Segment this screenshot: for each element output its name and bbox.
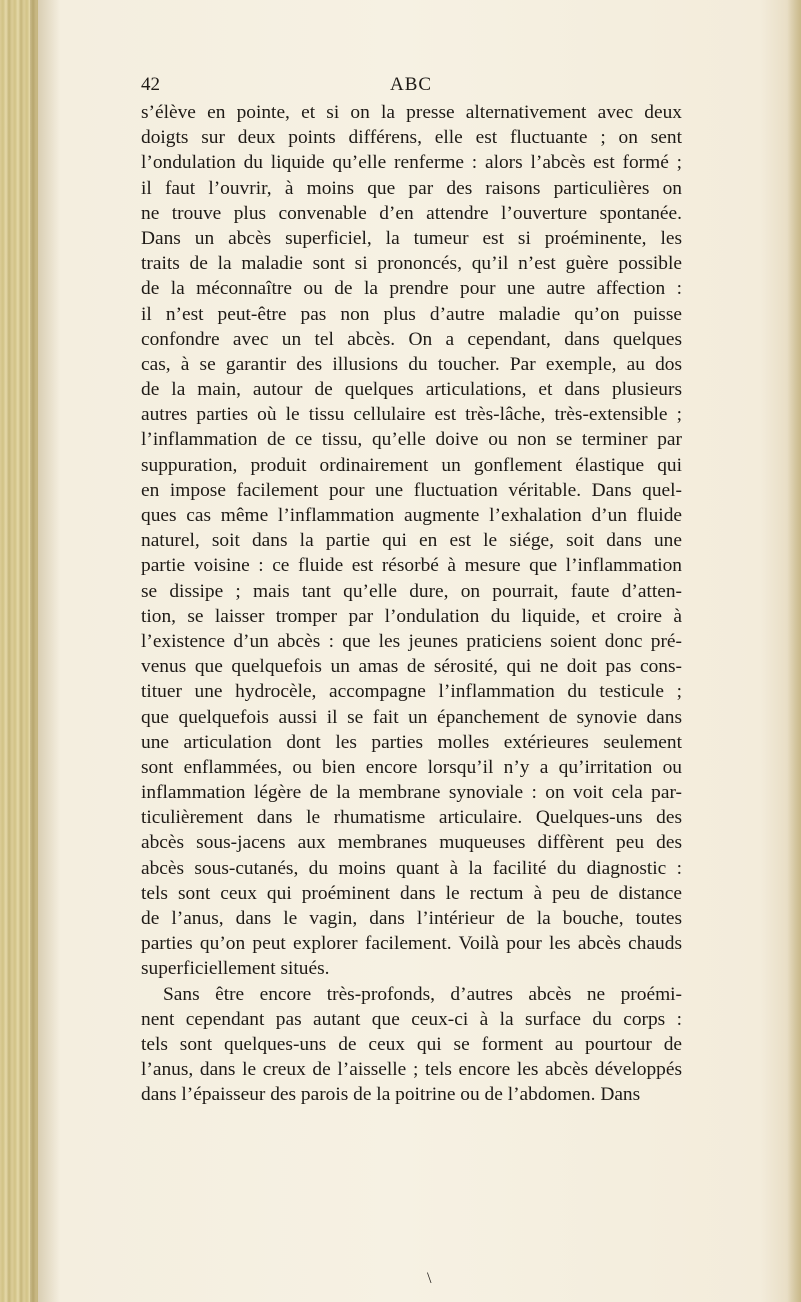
text-line: il n’est peut-être pas non plus d’autre maladie qu’on puisse [141, 303, 682, 325]
text-line: tion, se laisser tromper par l’ondulation du liquide, et croire à [141, 605, 682, 627]
text-line: de la main, autour de quelques articulations, et dans plusieurs [141, 379, 682, 401]
text-line: Sans être encore très-profonds, d’autres abcès ne proémi- [163, 983, 682, 1005]
text-line: il faut l’ouvrir, à moins que par des raisons particulières on [141, 177, 682, 199]
text-line: abcès sous-cutanés, du moins quant à la facilité du diagnostic : [141, 857, 682, 879]
text-line: tels sont ceux qui proéminent dans le rectum à peu de distance [141, 882, 682, 904]
text-line: venus que quelquefois un amas de sérosité, qui ne doit pas cons- [141, 656, 682, 678]
text-line: nent cependant pas autant que ceux-ci à la surface du corps : [141, 1008, 682, 1030]
text-line: ne trouve plus convenable d’en attendre l’ouverture spontanée. [141, 202, 682, 224]
text-line: parties qu’on peut explorer facilement. Voilà pour les abcès chauds [141, 933, 682, 955]
text-line: Dans un abcès superficiel, la tumeur est si proéminente, les [141, 227, 682, 249]
text-line: superficiellement situés. [141, 958, 330, 980]
text-line: tituer une hydrocèle, accompagne l’inflammation du testicule ; [141, 681, 682, 703]
text-line: ques cas même l’inflammation augmente l’exhalation d’un fluide [141, 505, 682, 526]
text-line: que quelquefois aussi il se fait un épanchement de synovie dans [141, 706, 682, 728]
text-line: l’ondulation du liquide qu’elle renferme : alors l’abcès est formé ; [141, 152, 682, 174]
text-line: sont enflammées, ou bien encore lorsqu’il n’y a qu’irritation ou [141, 756, 682, 778]
page-header [141, 74, 681, 98]
running-head: ABC [390, 74, 433, 95]
text-line: de l’anus, dans le vagin, dans l’intérieur de la bouche, toutes [141, 908, 682, 929]
text-line: se dissipe ; mais tant qu’elle dure, on pourrait, faute d’atten- [141, 580, 682, 602]
text-line: l’anus, dans le creux de l’aisselle ; tels encore les abcès développés [141, 1059, 682, 1081]
text-line: en impose facilement pour une fluctuation véritable. Dans quel- [141, 479, 682, 501]
text-line: de la méconnaître ou de la prendre pour une autre affection : [141, 278, 682, 300]
text-line: naturel, soit dans la partie qui en est le siége, soit dans une [141, 530, 682, 552]
footer-mark: \ [427, 1270, 432, 1287]
page-edge-shadow [787, 0, 801, 1302]
text-line: autres parties où le tissu cellulaire est très-lâche, très-extensible ; [141, 404, 682, 426]
text-line: l’inflammation de ce tissu, qu’elle doive ou non se terminer par [141, 429, 682, 451]
text-line: doigts sur deux points différens, elle est fluctuante ; on sent [141, 127, 682, 149]
text-line: une articulation dont les parties molles extérieures seulement [141, 731, 682, 753]
text-line: abcès sous-jacens aux membranes muqueuses diffèrent peu des [141, 832, 682, 854]
text-line: tels sont quelques-uns de ceux qui se forment au pourtour de [141, 1033, 682, 1055]
text-line: traits de la maladie sont si prononcés, qu’il n’est guère possible [141, 253, 682, 275]
gutter-shadow [30, 0, 60, 1302]
text-line: dans l’épaisseur des parois de la poitrine ou de l’abdomen. Dans [141, 1084, 641, 1106]
text-line: confondre avec un tel abcès. On a cependant, dans quelques [141, 328, 682, 350]
text-line: s’élève en pointe, et si on la presse alternativement avec deux [141, 102, 682, 123]
text-line: partie voisine : ce fluide est résorbé à mesure que l’inflammation [141, 555, 682, 577]
text-line: l’existence d’un abcès : que les jeunes praticiens soient donc pré- [141, 630, 682, 652]
text-line: cas, à se garantir des illusions du toucher. Par exemple, au dos [141, 353, 682, 375]
text-line: suppuration, produit ordinairement un gonflement élastique qui [141, 454, 682, 476]
page-number: 42 [141, 74, 160, 95]
text-line: inflammation légère de la membrane synoviale : on voit cela par- [141, 782, 682, 804]
text-line: ticulièrement dans le rhumatisme articulaire. Quelques-uns des [141, 807, 682, 829]
body-text [141, 100, 682, 1108]
